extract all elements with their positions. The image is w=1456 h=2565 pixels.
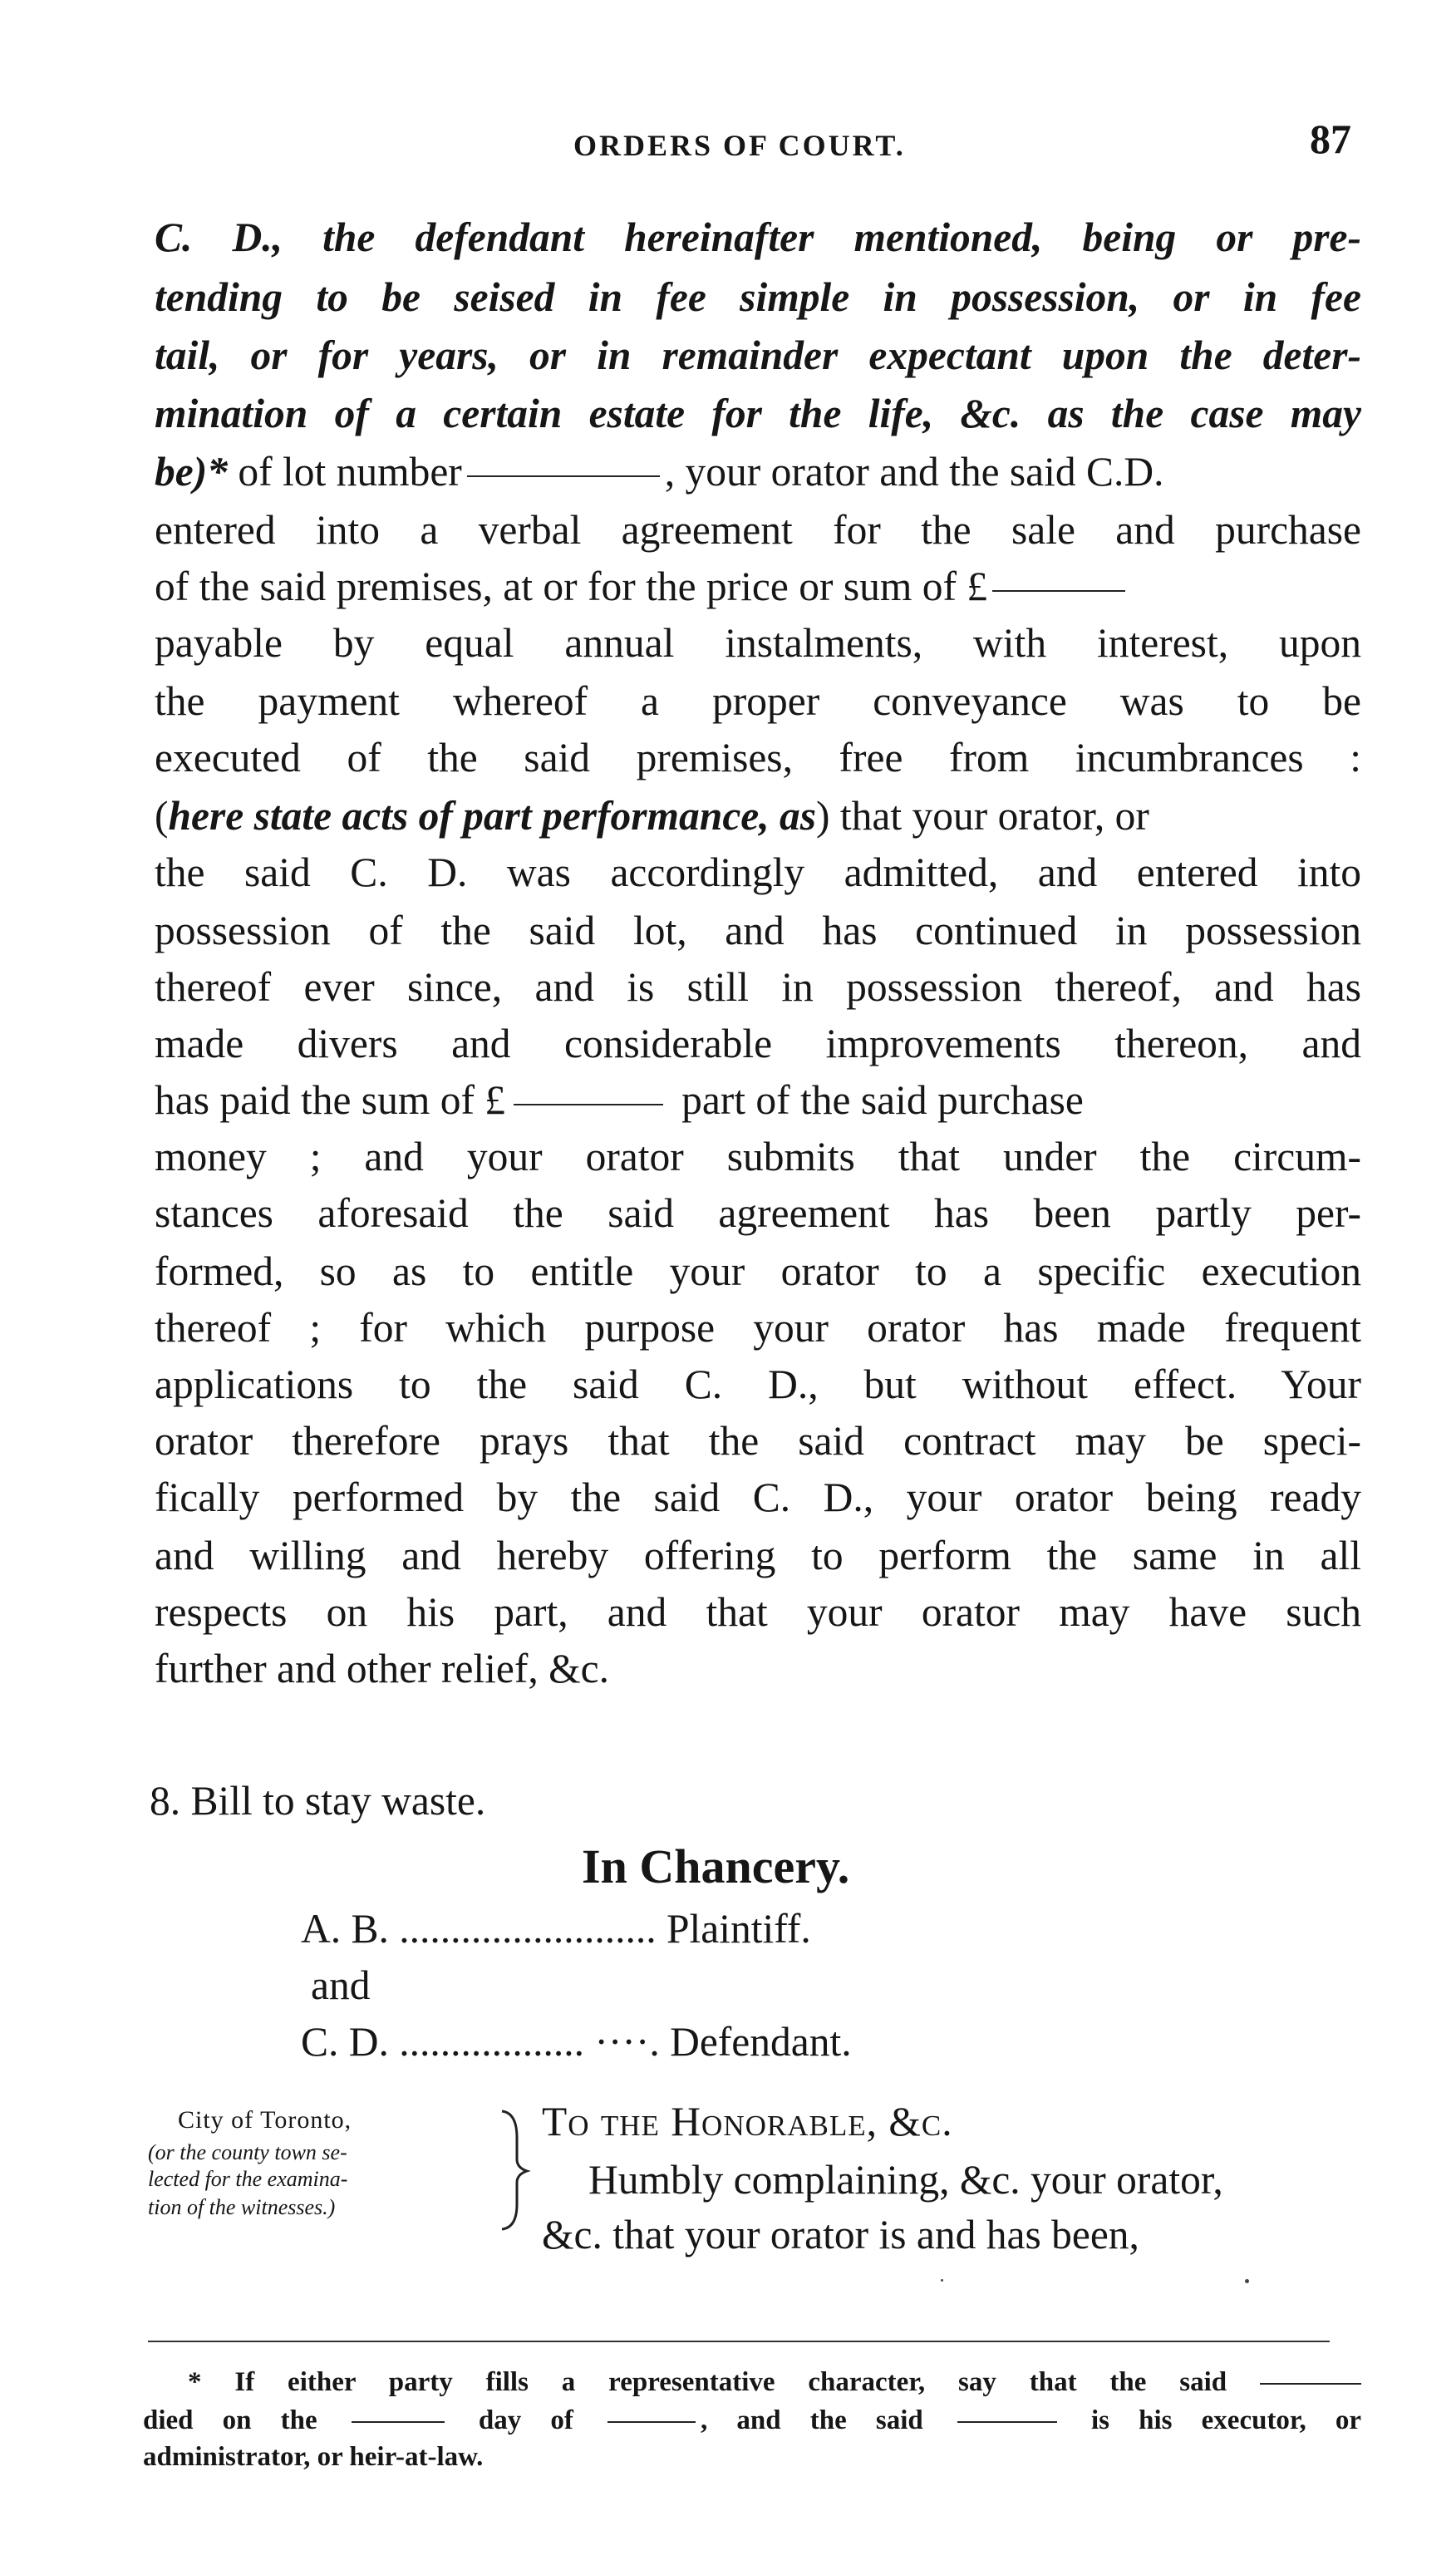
- body-span: ) that your orator, or: [816, 793, 1149, 839]
- page-number: 87: [1310, 116, 1351, 162]
- print-mark: [941, 2279, 943, 2282]
- footnote-span: day of: [478, 2405, 573, 2435]
- blank-dash: [467, 475, 660, 477]
- body-line: possession of the said lot, and has continued in possession: [155, 908, 1361, 953]
- footnote-line: [143, 2402, 1361, 2439]
- body-line: further and other relief, &c.: [155, 1646, 609, 1691]
- blank-dash: [957, 2421, 1057, 2423]
- address-line: &c. that your orator is and has been,: [542, 2212, 1139, 2257]
- address-heading: To the Honorable, &c.: [542, 2099, 953, 2144]
- body-line: [155, 1072, 1361, 1129]
- body-line: money ; and your orator submits that under the circum-: [155, 1134, 1361, 1179]
- body-span: part of the said purchase: [681, 1077, 1084, 1123]
- footnote-line: administrator, or heir-at-law.: [143, 2442, 484, 2472]
- blank-dash: [992, 590, 1125, 592]
- body-line: C. D., the defendant hereinafter mentioned, being or pre-: [155, 214, 1361, 260]
- and-line: and: [311, 1962, 371, 2008]
- court-title: In Chancery.: [582, 1839, 850, 1893]
- body-line: tail, or for years, or in remainder expectant upon the deter-: [155, 332, 1361, 378]
- footnote-span: * If either party fills a representative character, say that the said: [188, 2367, 1227, 2397]
- venue-city: City of Toronto,: [178, 2106, 352, 2134]
- section-heading: 8. Bill to stay waste.: [150, 1778, 486, 1824]
- venue-note: tion of the witnesses.): [148, 2195, 336, 2219]
- body-line: thereof ; for which purpose your orator has made frequent: [155, 1305, 1361, 1351]
- body-line: made divers and considerable improvements thereon, and: [155, 1021, 1361, 1066]
- body-span: of lot number: [227, 449, 462, 495]
- blank-dash: [1260, 2383, 1361, 2385]
- address-line: Humbly complaining, &c. your orator,: [588, 2157, 1223, 2203]
- print-mark: [1245, 2279, 1249, 2283]
- footnote-span: , and the said: [701, 2405, 923, 2435]
- blank-dash: [514, 1104, 663, 1105]
- body-span: here state acts of part performance, as: [168, 793, 817, 839]
- body-span: has paid the sum of £: [155, 1077, 506, 1123]
- body-line: tending to be seised in fee simple in possession, or in fee: [155, 274, 1361, 320]
- body-line: [155, 788, 1361, 844]
- brace-icon: [497, 2108, 534, 2233]
- defendant-line: C. D. .................. ····. Defendant.: [301, 2019, 852, 2065]
- venue-note: lected for the examina-: [148, 2167, 348, 2191]
- body-line: [155, 559, 1361, 615]
- body-span: be)*: [155, 449, 228, 495]
- body-line: respects on his part, and that your orator may have such: [155, 1589, 1361, 1635]
- body-line: and willing and hereby offering to perform the same in all: [155, 1533, 1361, 1578]
- body-line: the said C. D. was accordingly admitted, and entered into: [155, 849, 1361, 895]
- running-head: ORDERS OF COURT.: [573, 129, 906, 162]
- body-span: , your orator and the said C.D.: [664, 449, 1164, 495]
- body-line: thereof ever since, and is still in possession thereof, and has: [155, 964, 1361, 1010]
- footnote-rule: [148, 2341, 1330, 2342]
- body-line: executed of the said premises, free from incumbrances :: [155, 735, 1361, 780]
- body-line: stances aforesaid the said agreement has been partly per-: [155, 1190, 1361, 1236]
- venue-note: (or the county town se-: [148, 2140, 347, 2164]
- body-line: entered into a verbal agreement for the sale and purchase: [155, 507, 1361, 553]
- body-line: payable by equal annual instalments, with interest, upon: [155, 620, 1361, 666]
- blank-dash: [352, 2421, 445, 2423]
- body-span: (: [155, 793, 169, 839]
- body-line: fically performed by the said C. D., your orator being ready: [155, 1475, 1361, 1520]
- footnote-span: is his executor, or: [1091, 2405, 1362, 2435]
- body-line: [155, 444, 1361, 500]
- body-line: formed, so as to entitle your orator to a specific execution: [155, 1248, 1361, 1294]
- blank-dash: [607, 2421, 696, 2423]
- footnote-span: died on the: [143, 2405, 317, 2435]
- body-line: mination of a certain estate for the life, &c. as the case may: [155, 391, 1361, 436]
- body-span: of the said premises, at or for the price or sum of £: [155, 564, 988, 609]
- body-line: applications to the said C. D., but without effect. Your: [155, 1361, 1361, 1407]
- footnote-line: [188, 2364, 1361, 2400]
- plaintiff-line: A. B. ......................... Plaintiff.: [301, 1906, 811, 1952]
- body-line: the payment whereof a proper conveyance was to be: [155, 678, 1361, 724]
- body-line: orator therefore prays that the said contract may be speci-: [155, 1418, 1361, 1464]
